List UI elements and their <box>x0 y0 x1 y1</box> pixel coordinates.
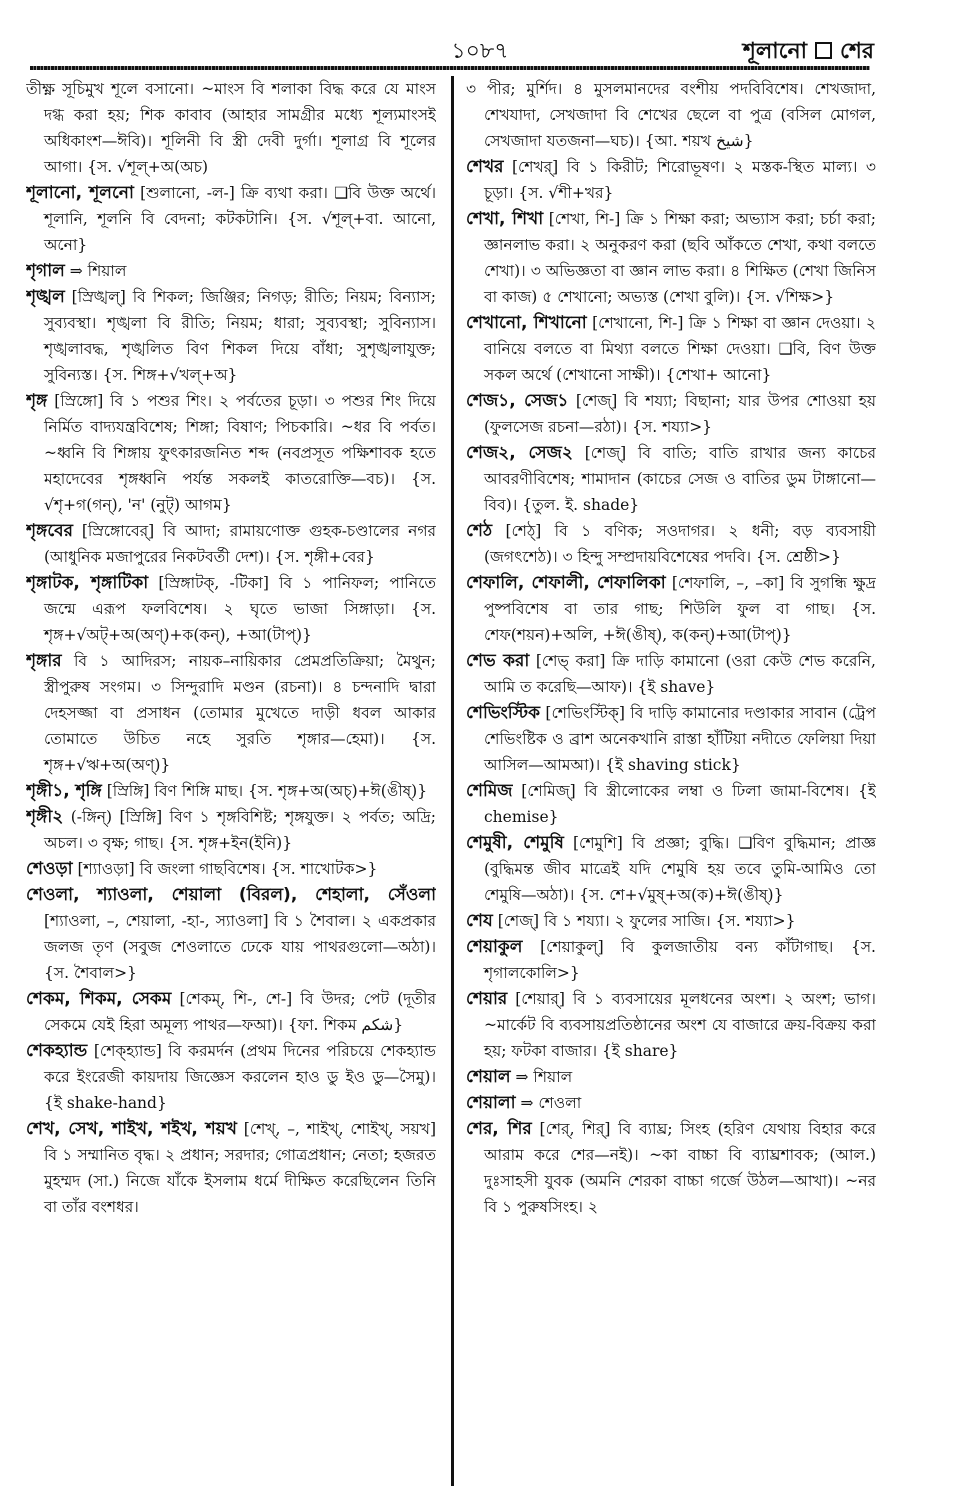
header-rule <box>30 66 870 70</box>
dictionary-entry <box>466 570 876 648</box>
entry-headword: শৃঙ্গী১, শৃঙ্গি <box>26 781 102 801</box>
entry-headword: শেওলা, শ্যাওলা, শেয়ালা (বিরল), শেহালা, সেঁওলা <box>26 885 436 905</box>
entry-definition: [শুলানো, -ল-] ক্রি ব্যথা করা। ❑বি উক্ত অর্থে। শূলানি, শূলনি বি বেদনা; কটকটানি। {স. √শূল্+বা. আনো, অনো} <box>44 184 436 254</box>
entry-headword: শেজ১, সেজ১ <box>466 391 569 411</box>
entry-headword: শেভ করা <box>466 651 530 671</box>
dictionary-entry <box>466 310 876 388</box>
entry-headword: শৃঙ্গবের <box>26 521 73 541</box>
entry-definition: [শেঠ্] বি ১ বণিক; সওদাগর। ২ ধনী; বড় ব্যবসায়ী (জগৎশেঠ)। ৩ হিন্দু সম্প্রদায়বিশেষের পদবি। {স. শ্রেষ্ঠী>} <box>484 522 876 566</box>
dictionary-entry <box>26 518 436 570</box>
right-column <box>466 76 876 1481</box>
dictionary-entry <box>466 934 876 986</box>
dictionary-entry <box>26 284 436 388</box>
entry-headword: শেভিংস্টিক <box>466 703 540 723</box>
dictionary-entry <box>26 180 436 258</box>
square-icon <box>815 42 832 59</box>
entry-headword: শূলানো, শূলনো <box>26 183 134 203</box>
dictionary-entry <box>466 388 876 440</box>
entry-definition: [শেখানো, শি-] ক্রি ১ শিক্ষা বা জ্ঞান দেওয়া। ২ বানিয়ে বলতে বা মিথ্যা বলতে শিক্ষা দেওয়া। ❑বি, বিণ উক্ত সকল অর্থে (শেখানো সাক্ষী)। {শেখা+ আনো} <box>484 314 876 384</box>
entry-headword: শেয়াকুল <box>466 937 523 957</box>
entry-definition: [শেজ্] বি শয্যা; বিছানা; যার উপর শোওয়া হয় (ফুলসেজ রচনা—রঠা)। {স. শয্যা>} <box>484 392 876 436</box>
entry-headword: শেঠ <box>466 521 493 541</box>
entry-headword: শেজ২, সেজ২ <box>466 443 573 463</box>
entry-definition: [স্রিঙ্গি] বিণ শিঙ্গি মাছ। {স. শৃঙ্গ+অ(অচ্)+ঈ(ঙীষ্)} <box>106 782 428 800</box>
entry-headword: শেকহ্যান্ড <box>26 1041 88 1061</box>
entry-headword: শৃগাল <box>26 261 65 281</box>
entry-headword: শৃঙ্খল <box>26 287 65 307</box>
column-divider <box>451 76 454 1486</box>
guide-last-word: শের <box>839 39 874 64</box>
entry-definition: [শেমিজ্] বি স্ত্রীলোকের লম্বা ও ঢিলা জামা-বিশেষ। {ই chemise} <box>484 782 876 826</box>
entry-headword: শেখানো, শিখানো <box>466 313 587 333</box>
entry-definition: [শ্যাওলা, –, শেয়ালা, -হা-, স্যাওলা] বি ১ শৈবাল। ২ একপ্রকার জলজ তৃণ (সবুজ শেওলাতে ঢেকে যায় পাথরগুলো—অঠা)। {স. শৈবাল>} <box>44 912 436 982</box>
entry-definition: [স্রিঙ্গাটক্, -টিকা] বি ১ পানিফল; পানিতে জন্মে এরূপ ফলবিশেষ। ২ ঘৃতে ভাজা সিঙ্গাড়া। {স. শৃঙ্গ+√অট্+অ(অণ্)+ক(কন্), +আ(টাপ্)} <box>44 574 436 644</box>
dictionary-entry <box>466 154 876 206</box>
entry-headword: শৃঙ্গ <box>26 391 48 411</box>
dictionary-entry <box>466 908 876 934</box>
dictionary-entry <box>26 258 436 284</box>
entry-definition: [শেভ্ করা] ক্রি দাড়ি কামানো (ওরা কেউ শেভ করেনি, আমি ত করেছি—আফ)। {ই shave} <box>484 652 876 696</box>
entry-definition: [শেখা, শি-] ক্রি ১ শিক্ষা করা; অভ্যাস করা; চর্চা করা; জ্ঞানলাভ করা। ২ অনুকরণ করা (ছবি আঁকতে শেখা, কথা বলতে শেখা)। ৩ অভিজ্ঞতা বা জ্ঞান লাভ করা। ৪ শিক্ষিত (শেখা জিনিস বা কাজ) ৫ শেখানো; অভ্যস্ত (শেখা বুলি)। {স. √শিক্ষ>} <box>484 210 876 306</box>
dictionary-entry <box>26 388 436 518</box>
page-number: ১০৮৭ <box>451 39 509 64</box>
entry-definition: [শেমুশি] বি প্রজ্ঞা; বুদ্ধি। ❑বিণ বুদ্ধিমান; প্রাজ্ঞ (বুদ্ধিমন্ত জীব মাত্রেই যদি শেমুষি হয় তবে তুমি-আমিও তো শেমুষি—অঠা)। {স. শে+√মুষ্+অ(ক)+ঈ(ঙীষ্)} <box>484 834 876 904</box>
entry-headword: শেফালি, শেফালী, শেফালিকা <box>466 573 666 593</box>
entry-headword: শৃঙ্গী২ <box>26 807 64 827</box>
dictionary-entry <box>26 804 436 856</box>
entry-definition: ⇒ শিয়াল <box>69 262 127 280</box>
entry-definition: [শ্যাওড়া] বি জংলা গাছবিশেষ। {স. শাখোটক>} <box>77 860 378 878</box>
entry-definition: [শেজ্] বি বাতি; বাতি রাখার জন্য কাচের আবরণীবিশেষ; শামাদান (কাচের সেজ ও বাতির ডুম টাঙ্গানো—বিব)। {তুল. ই. shade} <box>484 444 876 514</box>
dictionary-entry <box>26 986 436 1038</box>
entry-definition: [স্রিঙ্গো] বি ১ পশুর শিং। ২ পর্বতের চূড়া। ৩ পশুর শিং দিয়ে নির্মিত বাদ্যযন্ত্রবিশেষ; শিঙ্গা; বিষাণ; পিচকারি। ~ধর বি পর্বত। ~ধ্বনি বি শিঙ্গায় ফুৎকারজনিত শব্দ (নবপ্রসূত পক্ষিশাবক হতে মহাদেবের শৃঙ্গধ্বনি পর্যন্ত সকলই কাতরোক্তি—বচ)। {স. √শৃ+গ(গন্), 'ন' (নুট্) আগম} <box>44 392 436 514</box>
entry-headword: শেমুষী, শেমুষি <box>466 833 564 853</box>
dictionary-entry <box>26 882 436 986</box>
entry-definition: [শেখ্, –, শাইখ্, শোইখ্, সয়খ] বি ১ সম্মানিত বৃদ্ধ। ২ প্রধান; সরদার; গোত্রপ্রধান; নেতা; হজরত মুহম্মদ (সা.) নিজে যাঁকে ইসলাম ধর্মে দীক্ষিত করেছিলেন তিনি বা তাঁর বংশধর। <box>44 1120 436 1216</box>
dictionary-entry <box>466 700 876 778</box>
entry-headword: শেমিজ <box>466 781 513 801</box>
entry-headword: শেয়ালা <box>466 1093 516 1113</box>
entry-headword: শের, শির <box>466 1119 532 1139</box>
dictionary-entry <box>26 856 436 882</box>
entry-definition: [শেজ্] বি ১ শয্যা। ২ ফুলের সাজি। {স. শয্যা>} <box>497 912 796 930</box>
entry-headword: শেখর <box>466 157 504 177</box>
dictionary-entry <box>466 440 876 518</box>
left-column <box>26 76 436 1481</box>
dictionary-entry <box>466 830 876 908</box>
dictionary-entry <box>26 1116 436 1220</box>
dictionary-entry <box>466 1116 876 1220</box>
dictionary-entry <box>26 778 436 804</box>
dictionary-entry <box>466 778 876 830</box>
dictionary-entry <box>26 1038 436 1116</box>
entry-headword: শেকম, শিকম, সেকম <box>26 989 172 1009</box>
entry-definition: [শেক্হ্যান্ড] বি করমর্দন (প্রথম দিনের পরিচয়ে শেকহ্যান্ড করে ইংরেজী কায়দায় জিজ্ঞেস করলেন হাও ডু ইও ডু—সৈমু)। {ই shake-hand} <box>44 1042 436 1112</box>
entry-headword: শেয <box>466 911 493 931</box>
entry-headword: শেয়ার <box>466 989 508 1009</box>
entry-definition: (-ঙ্গিন্) [স্রিঙ্গি] বিণ ১ শৃঙ্গবিশিষ্ট; শৃঙ্গযুক্ত। ২ পর্বত; অদ্রি; অচল। ৩ বৃক্ষ; গাছ। {স. শৃঙ্গ+ইন(ইনি)} <box>44 808 436 852</box>
dictionary-entry <box>26 76 436 180</box>
dictionary-entry <box>466 1064 876 1090</box>
entry-definition: ⇒ শিয়াল <box>515 1068 573 1086</box>
entry-definition: [শেফালি, –, –কা] বি সুগন্ধি ক্ষুদ্র পুষ্পবিশেষ বা তার গাছ; শিউলি ফুল বা গাছ। {স. শেফ(শয়ন)+অলি, +ঈ(ঙীষ্), ক(কন্)+আ(টাপ্)} <box>484 574 876 644</box>
entry-definition: [শেভিংস্টিক্] বি দাড়ি কামানোর দণ্ডাকার সাবান (ট্রেপ শেভিংষ্টিক ও ব্রাশ অনেকখানি রাস্তা হাঁটিয়া নদীতে ফেলিয়া দিয়া আসিল—আমআ)। {ই shaving stick} <box>484 704 876 774</box>
entry-definition: [শেয়াকুল্] বি কুলজাতীয় বন্য কাঁটাগাছ। {স. শৃগালকোলি>} <box>484 938 876 982</box>
dictionary-entry <box>26 648 436 778</box>
entry-definition: তীক্ষ্ণ সূচিমুখ শূলে বসানো। ~মাংস বি শলাকা বিদ্ধ করে যে মাংস দগ্ধ করা হয়; শিক কাবাব (আহার সামগ্রীর মধ্যে শূল্যমাংসই অধিকাংশ—ঈবি)। শূলিনী বি স্ত্রী দেবী দুর্গা। শূলাগ্র বি শূলের আগা। {স. √শূল্+অ(অচ) <box>26 80 436 176</box>
entry-definition: [শেকম্, শি-, শে-] বি উদর; পেট (দূতীর সেকমে যেই হিরা অমূল্য পাথর—ফআ)। {ফা. শিকম شکم} <box>44 990 436 1034</box>
entry-definition: বি ১ আদিরস; নায়ক–নায়িকার প্রেমপ্রতিক্রিয়া; মৈথুন; স্ত্রীপুরুষ সংগম। ৩ সিন্দুরাদি মণ্ডন (রচনা)। ৪ চন্দনাদি দ্বারা দেহসজ্জা বা প্রসাধন (তোমার মুখেতে দাড়ী ধবল আকার তোমাতে উচিত নহে সুরতি শৃঙ্গার—হেমা)। {স. শৃঙ্গ+√ঋ+অ(অণ্)} <box>44 652 436 774</box>
guide-first-word: শূলানো <box>742 39 807 64</box>
entry-definition: [স্রিঙ্গোবের্] বি আদা; রামায়ণোক্ত গুহক-চণ্ডালের নগর (আধুনিক মজাপুরের নিকটবর্তী দেশ)। {স. শৃঙ্গী+বের} <box>44 522 436 566</box>
entry-definition: [শের্, শির্] বি ব্যাঘ্র; সিংহ (হরিণ যেথায় বিহার করে আরাম করে শের—নই)। ~কা বাচ্চা বি ব্যাঘ্রশাবক; (আল.) দুঃসাহসী যুবক (অমনি শেরকা বাচ্চা গর্জে উঠল—আখা)। ~নর বি ১ পুরুষসিংহ। ২ <box>484 1120 876 1216</box>
entry-headword: শৃঙ্গাটক, শৃঙ্গাটিকা <box>26 573 149 593</box>
entry-definition: [শেখর্] বি ১ কিরীট; শিরোভূষণ। ২ মস্তক-স্থিত মাল্য। ৩ চূড়া। {স. √শী+খর} <box>484 158 876 202</box>
entry-definition: [স্রিঙ্খল্] বি শিকল; জিঞ্জির; নিগড়; রীতি; নিয়ম; বিন্যাস; সুব্যবস্থা। শৃঙ্খলা বি রীতি; নিয়ম; ধারা; সুব্যবস্থা; সুবিন্যাস। শৃঙ্খলাবদ্ধ, শৃঙ্খলিত বিণ শিকল দিয়ে বাঁধা; সুশৃঙ্খলাযুক্ত; সুবিন্যস্ত। {স. শিঙ্গ+√খল্+অ} <box>44 288 436 384</box>
entry-headword: শেওড়া <box>26 859 73 879</box>
dictionary-entry <box>466 76 876 154</box>
dictionary-entry <box>26 570 436 648</box>
entry-definition: [শেয়ার্] বি ১ ব্যবসায়ের মূলধনের অংশ। ২ অংশ; ভাগ। ~মার্কেট বি ব্যবসায়প্রতিষ্ঠানের অংশ যে বাজারে ক্রয়-বিক্রয় করা হয়; ফটকা বাজার। {ই share} <box>484 990 876 1060</box>
dictionary-entry <box>466 648 876 700</box>
entry-headword: শেখা, শিখা <box>466 209 544 229</box>
dictionary-entry <box>466 206 876 310</box>
dictionary-entry <box>466 518 876 570</box>
dictionary-entry <box>466 986 876 1064</box>
entry-definition: ⇒ শেওলা <box>520 1094 582 1112</box>
entry-headword: শেখ, সেখ, শাইখ, শইখ, শয়খ <box>26 1119 237 1139</box>
entry-headword: শেয়াল <box>466 1067 511 1087</box>
entry-headword: শৃঙ্গার <box>26 651 62 671</box>
dictionary-entry <box>466 1090 876 1116</box>
entry-definition: ৩ পীর; মুর্শিদ। ৪ মুসলমানদের বংশীয় পদবিবিশেষ। শেখজাদা, শেখযাদা, সেখজাদা বি শেখের ছেলে বা পুত্র (বসিল মোগল, সেখজাদা যতজনা—ঘচ)। {আ. শয়খ شيخ} <box>466 80 876 150</box>
